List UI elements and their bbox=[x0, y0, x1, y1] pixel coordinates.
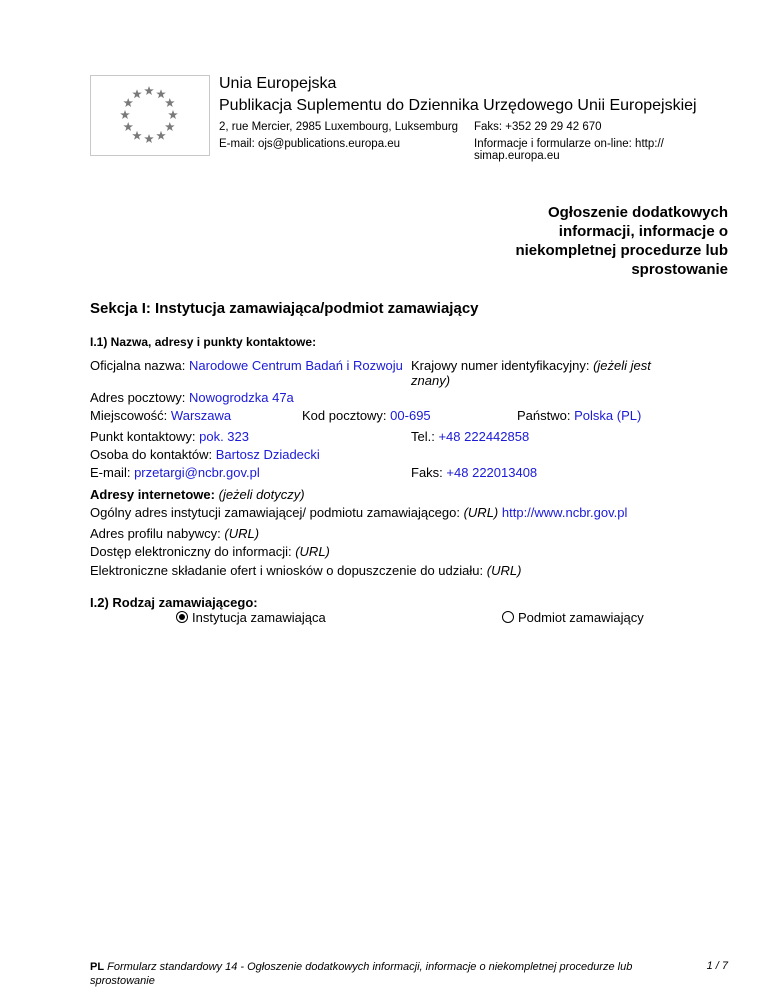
email-row bbox=[90, 465, 260, 480]
radio-unchecked-icon[interactable] bbox=[502, 611, 514, 623]
internet-note: (jeżeli dotyczy) bbox=[218, 487, 305, 502]
header-org: Unia Europejska bbox=[219, 75, 337, 92]
option-contracting-authority[interactable] bbox=[176, 610, 326, 625]
internet-heading: Adresy internetowe: bbox=[90, 487, 215, 502]
country-value: Polska (PL) bbox=[574, 408, 642, 423]
email-label: E-mail: bbox=[90, 465, 131, 480]
postcode-value: 00-695 bbox=[390, 408, 431, 423]
header-publication: Publikacja Suplementu do Dziennika Urzędowego Unii Europejskiej bbox=[219, 97, 697, 114]
electronic-access-note: (URL) bbox=[295, 544, 330, 559]
header-online-info-line1: Informacje i formularze on-line: http:// bbox=[474, 138, 664, 150]
contact-person-label: Osoba do kontaktów: bbox=[90, 447, 213, 462]
postcode-row bbox=[302, 408, 431, 423]
city-value: Warszawa bbox=[170, 408, 232, 423]
notice-title bbox=[468, 203, 728, 279]
country-label: Państwo: bbox=[517, 408, 571, 423]
official-name-value: Narodowe Centrum Badań i Rozwoju bbox=[189, 358, 403, 373]
notice-title-line: sprostowanie bbox=[631, 261, 728, 278]
eu-stars-icon bbox=[91, 76, 209, 155]
postal-label: Adres pocztowy: bbox=[90, 390, 186, 405]
contact-point-value: pok. 323 bbox=[199, 429, 249, 444]
postcode-label: Kod pocztowy: bbox=[302, 408, 387, 423]
radio-checked-icon[interactable] bbox=[176, 611, 188, 623]
notice-title-line: Ogłoszenie dodatkowych bbox=[547, 204, 728, 221]
official-name-row bbox=[90, 358, 403, 373]
general-url-note: (URL) bbox=[463, 505, 499, 520]
footer-text: Formularz standardowy 14 - Ogłoszenie dodatkowych informacji, informacje o niekompletnej procedurze lub sprostowanie bbox=[90, 961, 633, 987]
contact-point-row bbox=[90, 429, 249, 444]
general-url-link[interactable]: http://www.ncbr.gov.pl bbox=[501, 505, 628, 520]
city-label: Miejscowość: bbox=[90, 408, 168, 423]
national-id-note: (jeżeli jest bbox=[593, 358, 651, 373]
subsection-heading-i2: I.2) Rodzaj zamawiającego: bbox=[90, 595, 258, 610]
internet-heading-row bbox=[90, 487, 305, 502]
contact-point-label: Punkt kontaktowy: bbox=[90, 429, 196, 444]
national-id-note-cont: znany) bbox=[411, 373, 451, 388]
subsection-heading-i1: I.1) Nazwa, adresy i punkty kontaktowe: bbox=[90, 335, 317, 349]
fax-label: Faks: bbox=[411, 465, 443, 480]
header-online-info-line2: simap.europa.eu bbox=[474, 150, 560, 162]
header-fax: Faks: +352 29 29 42 670 bbox=[474, 121, 602, 133]
option-contracting-authority-label: Instytucja zamawiająca bbox=[192, 610, 326, 625]
eu-flag-icon bbox=[90, 75, 210, 156]
tel-row bbox=[411, 429, 529, 444]
tel-label: Tel.: bbox=[411, 429, 435, 444]
contact-person-value: Bartosz Dziadecki bbox=[215, 447, 320, 462]
tel-value: +48 222442858 bbox=[438, 429, 530, 444]
buyer-profile-note: (URL) bbox=[224, 526, 260, 541]
header-email: E-mail: ojs@publications.europa.eu bbox=[219, 138, 401, 150]
national-id-row bbox=[411, 358, 651, 373]
notice-title-line: niekompletnej procedurze lub bbox=[515, 242, 728, 259]
buyer-profile-label: Adres profilu nabywcy: bbox=[90, 526, 221, 541]
page-number: 1 / 7 bbox=[706, 960, 728, 972]
electronic-submission-row bbox=[90, 563, 521, 578]
general-url-row bbox=[90, 505, 627, 520]
electronic-access-row bbox=[90, 544, 330, 559]
email-value[interactable]: przetargi@ncbr.gov.pl bbox=[134, 465, 260, 480]
electronic-submission-note: (URL) bbox=[486, 563, 522, 578]
option-contracting-entity[interactable] bbox=[502, 610, 644, 625]
national-id-label: Krajowy numer identyfikacyjny: bbox=[411, 358, 590, 373]
footer-lang: PL bbox=[90, 961, 105, 973]
city-row bbox=[90, 408, 231, 423]
buyer-profile-row bbox=[90, 526, 259, 541]
notice-title-line: informacji, informacje o bbox=[558, 223, 728, 240]
contact-person-row bbox=[90, 447, 320, 462]
option-contracting-entity-label: Podmiot zamawiający bbox=[518, 610, 644, 625]
header-online-info bbox=[474, 138, 664, 162]
header-address: 2, rue Mercier, 2985 Luxembourg, Luksemburg bbox=[219, 121, 459, 133]
electronic-submission-label: Elektroniczne składanie ofert i wniosków o dopuszczenie do udziału: bbox=[90, 563, 484, 578]
fax-value: +48 222013408 bbox=[446, 465, 538, 480]
country-row bbox=[517, 408, 641, 423]
general-url-label: Ogólny adres instytucji zamawiającej/ podmiotu zamawiającego: bbox=[90, 505, 460, 520]
postal-row bbox=[90, 390, 294, 405]
official-name-label: Oficjalna nazwa: bbox=[90, 358, 186, 373]
electronic-access-label: Dostęp elektroniczny do informacji: bbox=[90, 544, 292, 559]
footer bbox=[90, 960, 690, 988]
section-heading: Sekcja I: Instytucja zamawiająca/podmiot zamawiający bbox=[90, 300, 479, 317]
postal-value: Nowogrodzka 47a bbox=[189, 390, 294, 405]
fax-row bbox=[411, 465, 537, 480]
